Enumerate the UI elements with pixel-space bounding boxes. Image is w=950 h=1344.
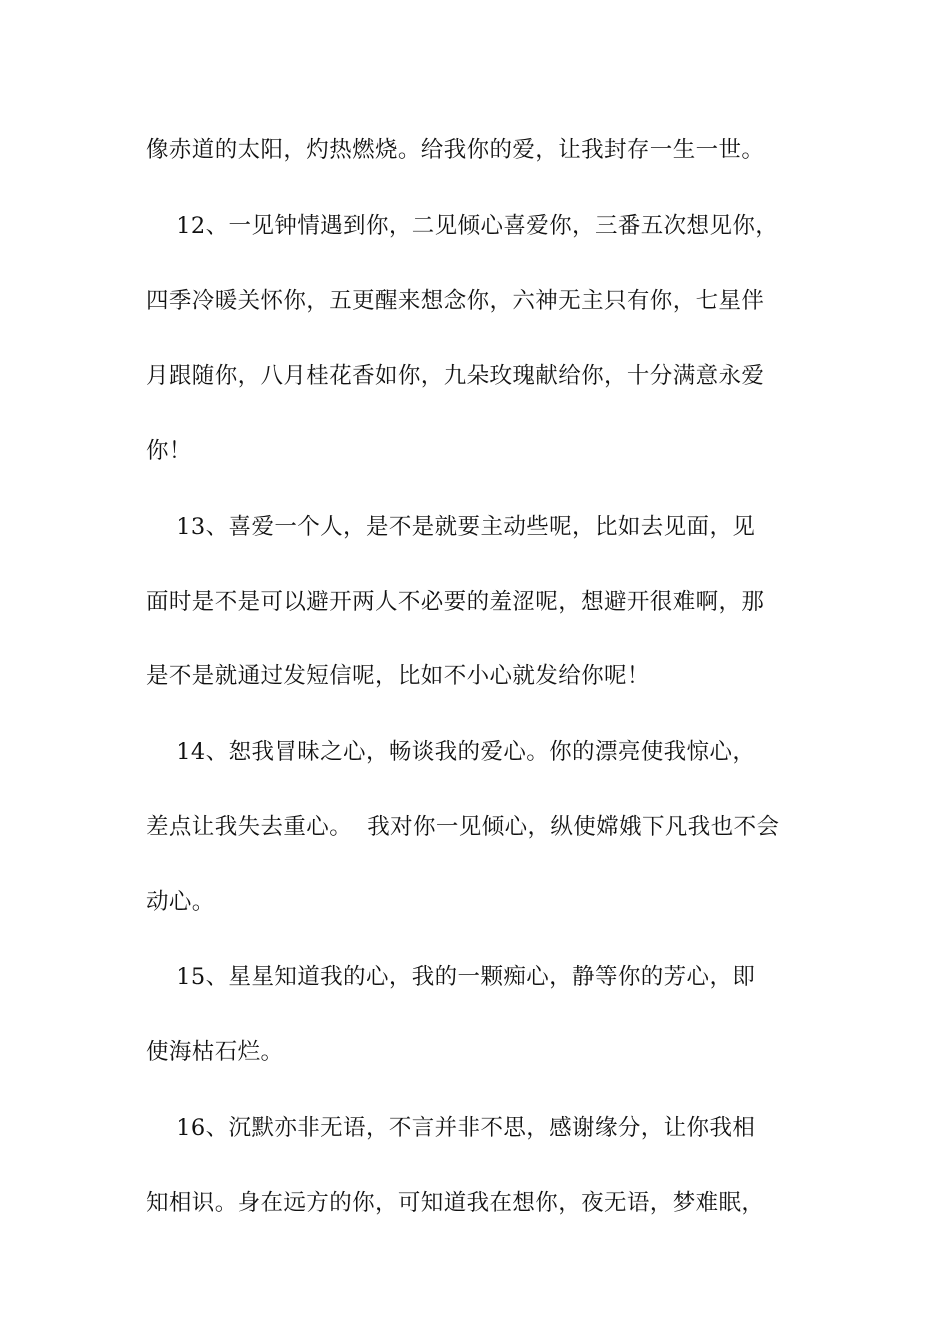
text-line-15: 知相识。身在远方的你，可知道我在想你，夜无语，梦难眠， <box>146 1190 765 1216</box>
text-line-7: 面时是不是可以避开两人不必要的羞涩呢，想避开很难啊，那 <box>146 589 765 615</box>
text-line-5: 你！ <box>146 438 192 464</box>
text-line-14: 16、沉默亦非无语，不言并非不思，感谢缘分，让你我相 <box>146 1115 756 1141</box>
text-line-4: 月跟随你，八月桂花香如你，九朵玫瑰献给你，十分满意永爱 <box>146 363 765 389</box>
text-line-3: 四季冷暖关怀你，五更醒来想念你，六神无主只有你，七星伴 <box>146 288 765 314</box>
text-line-13: 使海枯石烂。 <box>146 1039 284 1065</box>
text-line-10: 差点让我失去重心。 我对你一见倾心，纵使嫦娥下凡我也不会 <box>146 814 780 840</box>
text-line-1: 像赤道的太阳，灼热燃烧。给我你的爱，让我封存一生一世。 <box>146 137 765 163</box>
text-line-12: 15、星星知道我的心，我的一颗痴心，静等你的芳心，即 <box>146 964 756 990</box>
text-line-9: 14、恕我冒昧之心，畅谈我的爱心。你的漂亮使我惊心， <box>146 739 756 765</box>
text-line-6: 13、喜爱一个人，是不是就要主动些呢，比如去见面，见 <box>146 514 756 540</box>
text-line-8: 是不是就通过发短信呢，比如不小心就发给你呢！ <box>146 663 650 689</box>
text-line-2: 12、一见钟情遇到你，二见倾心喜爱你，三番五次想见你， <box>146 213 779 239</box>
text-line-11: 动心。 <box>146 889 215 915</box>
